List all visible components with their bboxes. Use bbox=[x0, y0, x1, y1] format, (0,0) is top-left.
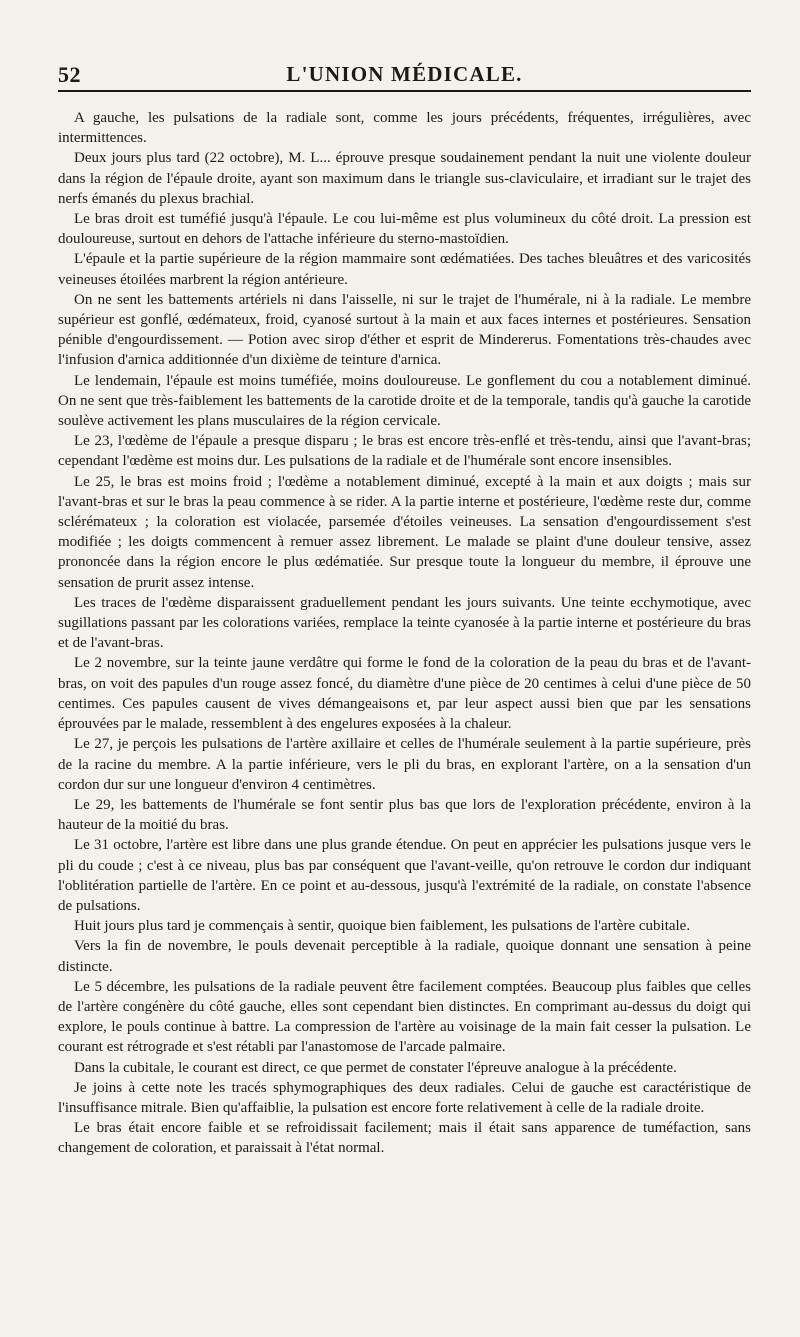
paragraph: Le 31 octobre, l'artère est libre dans une plus grande étendue. On peut en apprécier les pulsations jusque vers le pli du coude ; c'est à ce niveau, plus bas par conséquent que l'avant-veille, qu'on retrouve le cordon dur indiquant l'oblitération partielle de l'artère. En ce point et au-dessous, jusqu'à l'extrémité de la radiale, on constate l'absence de pulsations. bbox=[58, 837, 751, 914]
paragraph: Dans la cubitale, le courant est direct, ce que permet de constater l'épreuve analogue à la précédente. bbox=[74, 1059, 677, 1076]
body-text bbox=[58, 108, 751, 1159]
paragraph: Le bras était encore faible et se refroidissait facilement; mais il était sans apparence de tuméfaction, sans changement de coloration, et paraissait à l'état normal. bbox=[58, 1120, 751, 1157]
paragraph: Le 29, les battements de l'humérale se font sentir plus bas que lors de l'exploration précédente, environ à la hauteur de la moitié du bras. bbox=[58, 796, 751, 834]
paragraph: Les traces de l'œdème disparaissent graduellement pendant les jours suivants. Une teinte ecchymotique, avec sugillations passant par les colorations variées, remplace la teinte cyanosée à la partie interne et postérieure du bras et de l'avant-bras. bbox=[58, 594, 751, 652]
paragraph: A gauche, les pulsations de la radiale sont, comme les jours précédents, fréquentes, irrégulières, avec intermittences. bbox=[58, 110, 751, 147]
page-number: 52 bbox=[58, 62, 81, 87]
paragraph: Le bras droit est tuméfié jusqu'à l'épaule. Le cou lui-même est plus volumineux du côté droit. La pression est douloureuse, surtout en dehors de l'attache inférieure du sterno-mastoïdien. bbox=[58, 211, 751, 248]
paragraph: Le lendemain, l'épaule est moins tuméfiée, moins douloureuse. Le gonflement du cou a notablement diminué. On ne sent que très-faiblement les battements de la carotide droite et de la temporale, tandis qu'à gauche la carotide soulève activement les plans musculaires de la région cervicale. bbox=[58, 372, 751, 430]
paragraph: Je joins à cette note les tracés sphymographiques des deux radiales. Celui de gauche est caractéristique de l'insuffisance mitrale. Bien qu'affaiblie, la pulsation est encore forte relativement à celle de la radiale droite. bbox=[58, 1079, 751, 1116]
paragraph: On ne sent les battements artériels ni dans l'aisselle, ni sur le trajet de l'humérale, ni à la radiale. Le membre supérieur est gonflé, œdémateux, froid, cyanosé surtout à la main et aux faces internes et postérieures. Sensation pénible d'engourdissement. — Potion avec sirop d'éther et esprit de Mindererus. Fomentations très-chaudes avec l'infusion d'arnica additionnée d'un dixième de teinture d'arnica. bbox=[58, 291, 751, 369]
paragraph: Le 5 décembre, les pulsations de la radiale peuvent être facilement comptées. Beaucoup plus faibles que celles de l'artère congénère du côté gauche, elles sont cependant bien distinctes. En comprimant au-dessus du doigt qui explore, le pouls continue à battre. La compression de l'artère au voisinage de la main fait cesser la pulsation. Le courant est rétrograde et s'est rétabli par l'anastomose de l'arcade palmaire. bbox=[58, 978, 751, 1056]
header-rule bbox=[58, 90, 751, 92]
running-title: L'UNION MÉDICALE. bbox=[286, 62, 523, 86]
paragraph: L'épaule et la partie supérieure de la région mammaire sont œdématiées. Des taches bleuâtres et des varicosités veineuses étoilées marbrent la région antérieure. bbox=[58, 251, 751, 288]
paragraph: Le 23, l'œdème de l'épaule a presque disparu ; le bras est encore très-enflé et très-tendu, ainsi que l'avant-bras; cependant l'œdème est moins dur. Les pulsations de la radiale et de l'humérale sont encore insensibles. bbox=[58, 433, 751, 470]
page-header bbox=[58, 58, 751, 92]
paragraph: Huit jours plus tard je commençais à sentir, quoique bien faiblement, les pulsations de l'artère cubitale. bbox=[74, 918, 691, 935]
paragraph: Vers la fin de novembre, le pouls devenait perceptible à la radiale, quoique donnant une sensation à peine distincte. bbox=[58, 938, 751, 975]
paragraph: Le 2 novembre, sur la teinte jaune verdâtre qui forme le fond de la coloration de la peau du bras et de l'avant-bras, on voit des papules d'un rouge assez foncé, du diamètre d'une pièce de 20 centimes à celui d'une pièce de 50 centimes. Ces papules causent de vives démangeaisons et, par leur aspect aussi bien que par les sensations éprouvées par le malade, ressemblent à des engelures exposées à la chaleur. bbox=[58, 655, 751, 733]
paragraph: Deux jours plus tard (22 octobre), M. L... éprouve presque soudainement pendant la nuit une violente douleur dans la région de l'épaule droite, ayant son maximum dans le triangle sus-claviculaire, et irradiant sur le trajet des nerfs émanés du plexus brachial. bbox=[58, 150, 751, 207]
paragraph: Le 25, le bras est moins froid ; l'œdème a notablement diminué, excepté à la main et aux doigts ; mais sur l'avant-bras et sur le bras la peau commence à se rider. A la partie interne et postérieure, l'œdème reste dur, comme sclérémateux ; la coloration est violacée, parsemée d'étoiles veineuses. La sensation d'engourdissement s'est modifiée ; les doigts commencent à remuer assez librement. Le malade se plaint d'une douleur tensive, assez prononcée dans la région encore le plus œdématiée. Sur presque toute la longueur du membre, il éprouve une sensation de prurit assez intense. bbox=[58, 473, 751, 591]
paragraph: Le 27, je perçois les pulsations de l'artère axillaire et celles de l'humérale seulement à la partie supérieure, près de la racine du membre. A la partie inférieure, vers le pli du bras, en explorant l'artère, on a la sensation d'un cordon dur sur une longueur d'environ 4 centimètres. bbox=[58, 736, 751, 793]
